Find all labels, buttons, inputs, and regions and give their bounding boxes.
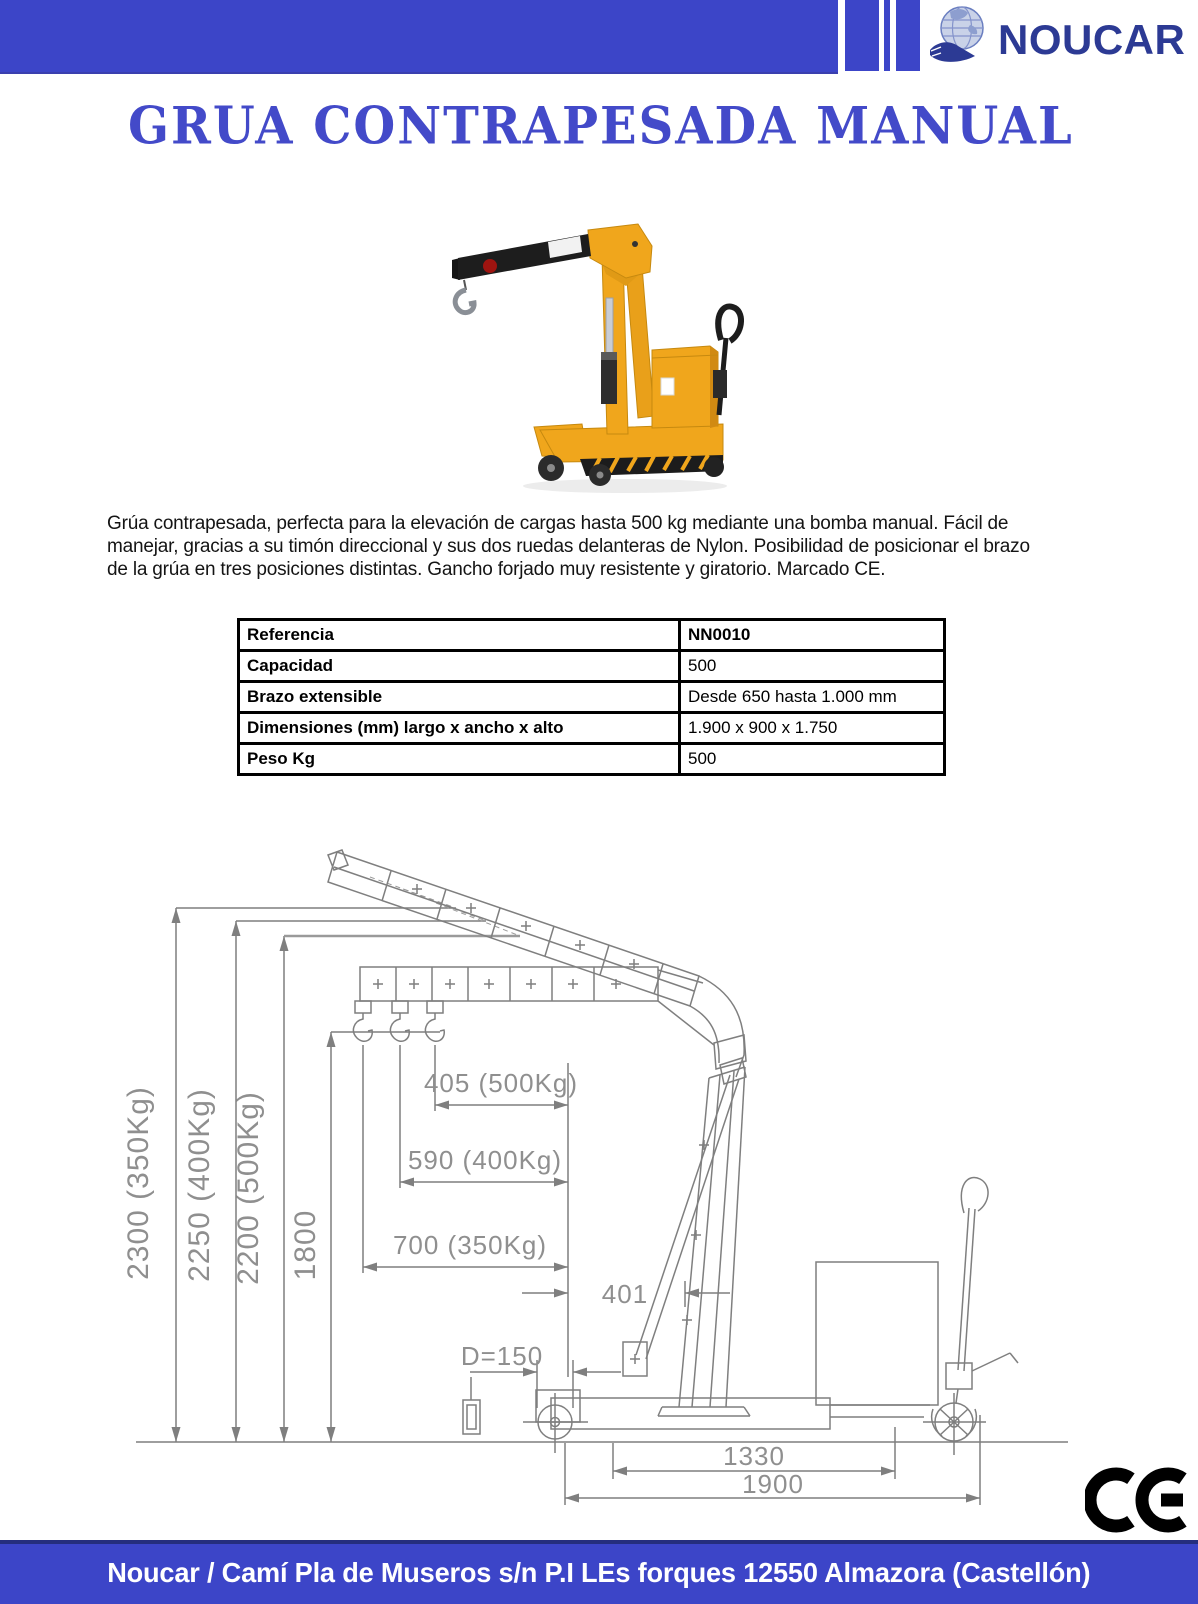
table-row	[239, 682, 945, 713]
brand-name: NOUCAR	[998, 16, 1186, 63]
product-photo	[430, 210, 770, 510]
dim-reach-350kg: 700 (350Kg)	[392, 1230, 548, 1260]
globe-hand-icon	[928, 3, 992, 69]
rear-wheel	[923, 1393, 986, 1455]
spec-label: Dimensiones (mm) largo x ancho x alto	[239, 713, 680, 744]
dim-1900: 1900	[742, 1469, 804, 1499]
spec-label: Capacidad	[239, 651, 680, 682]
spec-value: Desde 650 hasta 1.000 mm	[680, 682, 945, 713]
dim-401: 401	[601, 1279, 649, 1309]
tiller-handle	[946, 1177, 1018, 1403]
mast-outline	[623, 1058, 750, 1416]
footer-bar	[0, 1540, 1198, 1604]
header-bar	[0, 0, 1198, 76]
hook-icons	[353, 1013, 444, 1041]
spec-label: Peso Kg	[239, 744, 680, 775]
footer-address: Noucar / Camí Pla de Museros s/n P.I LEs forques 12550 Almazora (Castellón)	[107, 1557, 1091, 1588]
logo-bar-decoration	[845, 0, 879, 71]
page-title: GRUA CONTRAPESADA MANUAL	[128, 96, 1074, 157]
front-wheel	[523, 1393, 588, 1453]
product-description: Grúa contrapesada, perfecta para la elevación de cargas hasta 500 kg mediante una bomba manual. Fácil de manejar, gracias a su timón direccional y sus dos ruedas delanteras de Nylon. Posibilidad de posicionar el brazo de la grúa en tres posiciones distintas. Gancho forjado muy resistente y giratorio. Marcado CE.	[107, 513, 1030, 580]
dim-reach-400kg: 590 (400Kg)	[407, 1145, 563, 1175]
dim-height-350kg: 2300 (350Kg)	[122, 1086, 155, 1280]
logo-bar-decoration	[896, 0, 920, 71]
reach-dimension-lines	[363, 1045, 730, 1408]
spec-value: 1.900 x 900 x 1.750	[680, 713, 945, 744]
dim-height-1800: 1800	[289, 1209, 322, 1281]
dim-height-500kg: 2200 (500Kg)	[232, 1091, 265, 1285]
spec-table	[237, 618, 946, 776]
table-row	[239, 620, 945, 651]
table-row	[239, 713, 945, 744]
header-blue-band	[0, 0, 838, 74]
spec-value: 500	[680, 651, 945, 682]
spec-value: 500	[680, 744, 945, 775]
counterweight-box	[816, 1262, 938, 1405]
technical-drawing	[118, 815, 1083, 1510]
spec-label: Referencia	[239, 620, 680, 651]
spec-value: NN0010	[680, 620, 945, 651]
spec-label: Brazo extensible	[239, 682, 680, 713]
ce-mark	[1085, 1462, 1195, 1538]
logo-bar-decoration	[884, 0, 890, 71]
table-row	[239, 744, 945, 775]
horizontal-boom-outline	[355, 967, 746, 1069]
table-row	[239, 651, 945, 682]
dim-reach-500kg: 405 (500Kg)	[423, 1068, 579, 1098]
dim-1330: 1330	[723, 1441, 785, 1471]
dim-height-400kg: 2250 (400Kg)	[183, 1088, 216, 1282]
dim-wheel-diameter: D=150	[460, 1341, 544, 1371]
